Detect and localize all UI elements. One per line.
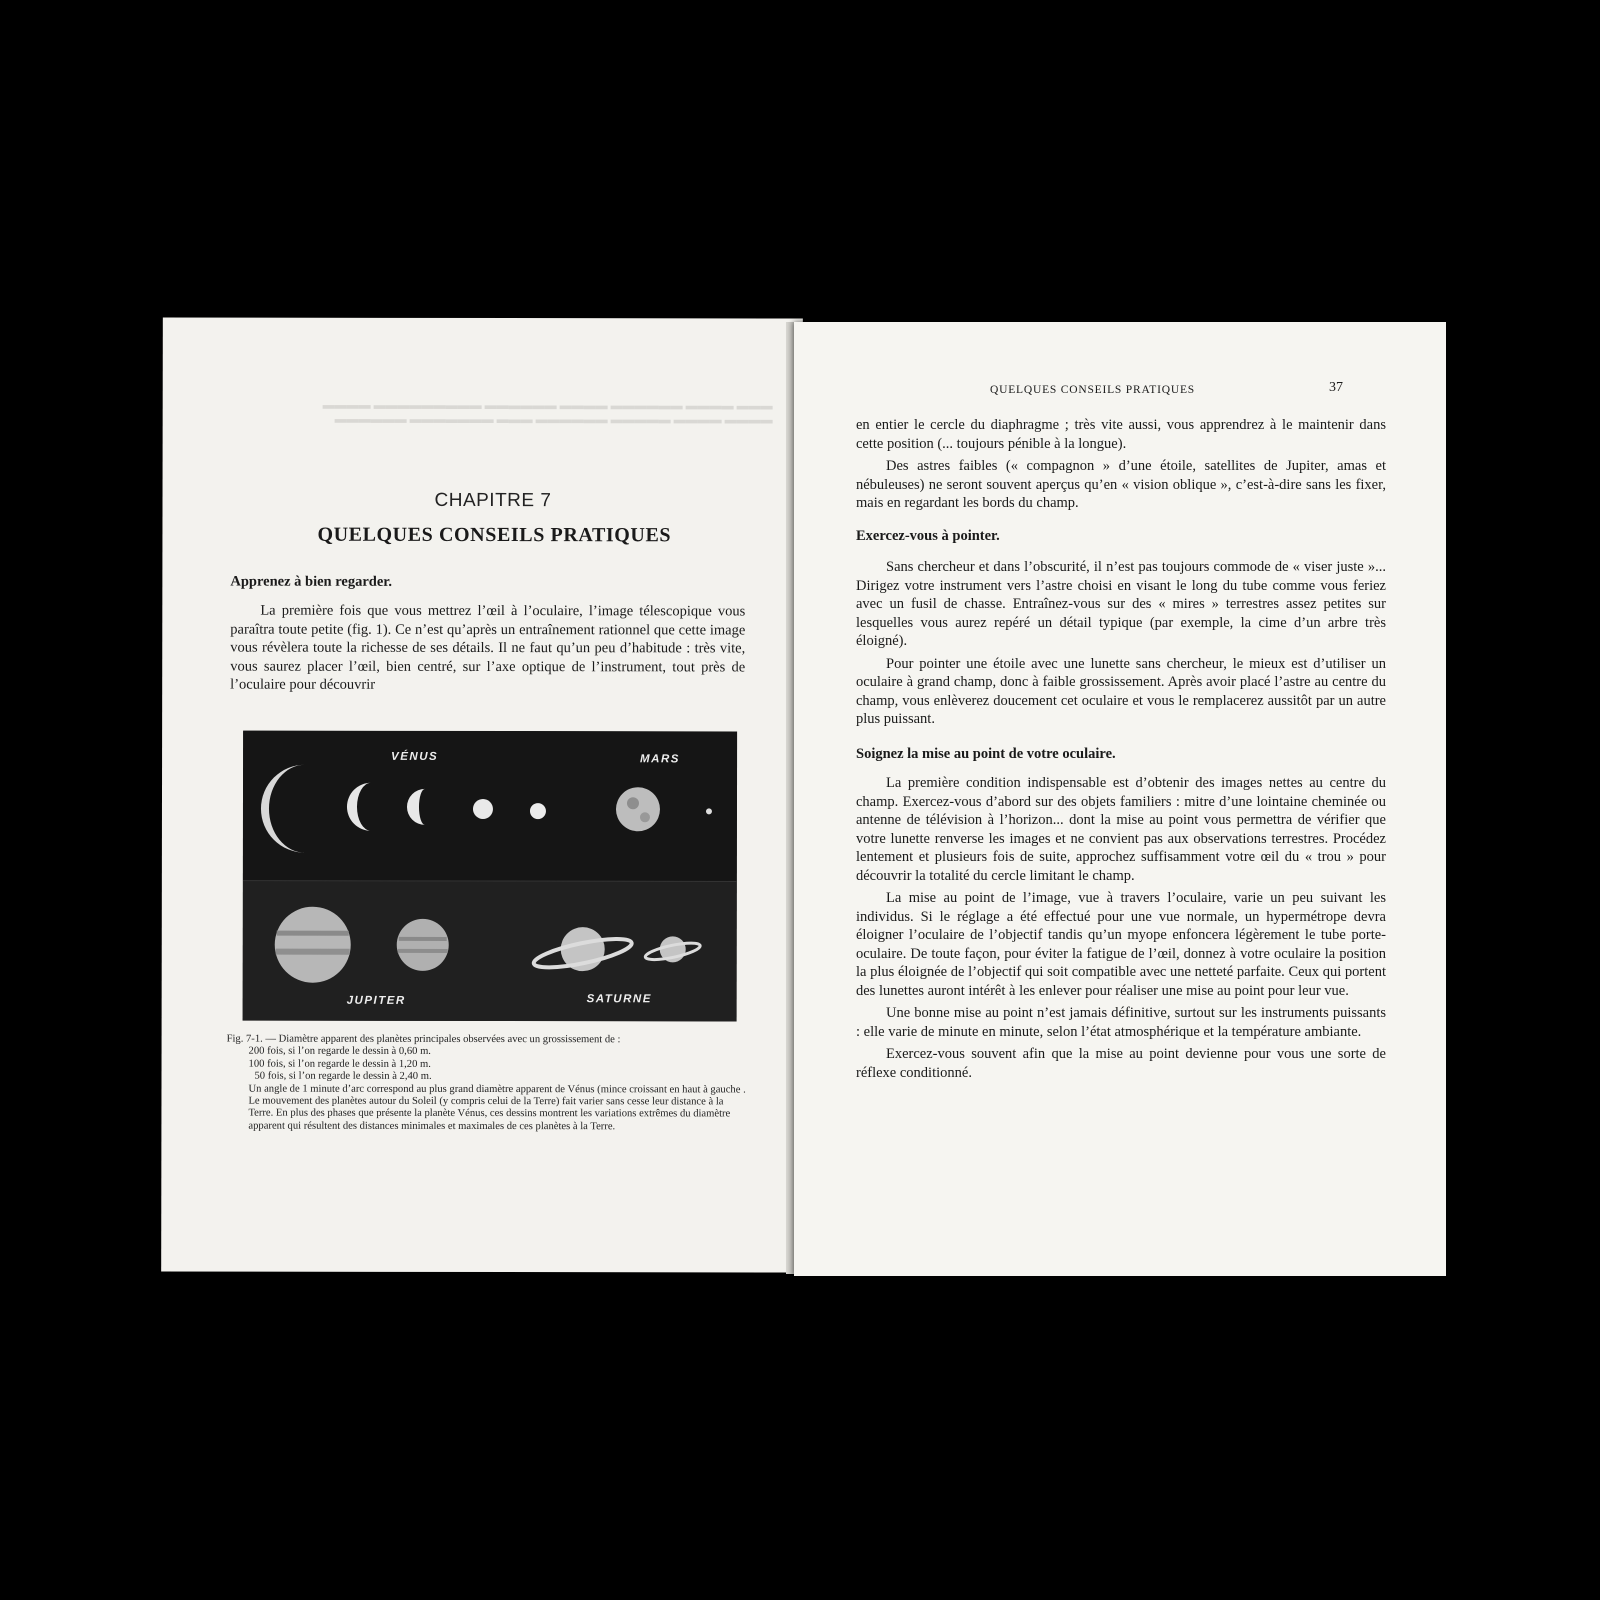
- paragraph-text: Pour pointer une étoile avec une lunette sans chercheur, le mieux est d’utiliser un oculaire à grand champ, donc à faible grossissement. Après avoir placé l’astre au centre du champ, vous enlèverez doucement cet oculaire et vous le remplacerez aussitôt par un autre plus puissant.: [856, 655, 1386, 727]
- venus-gibbous-icon: [473, 799, 493, 819]
- paragraph-text: Exercez-vous souvent afin que la mise au point devienne pour vous une sorte de réflexe conditionné.: [856, 1046, 1386, 1081]
- planets-illustration: [243, 731, 738, 1022]
- jupiter-large-icon: [275, 907, 351, 983]
- caption-line: 200 fois, si l’on regarde le dessin à 0,60 m.: [248, 1045, 431, 1058]
- caption-line: Fig. 7-1. — Diamètre apparent des planètes principales observées avec un grossissement de :: [226, 1033, 621, 1046]
- caption-line: Un angle de 1 minute d’arc correspond au plus grand diamètre apparent de Vénus (mince croissant en haut à gauche .: [248, 1083, 746, 1096]
- right-body-bottom: [856, 774, 1386, 1082]
- running-head: QUELQUES CONSEILS PRATIQUES: [990, 384, 1195, 396]
- jupiter-small-icon: [397, 919, 449, 971]
- paragraph-text: La première condition indispensable est d’obtenir des images nettes au centre du champ. Exercez-vous d’abord sur des objets familiers : mitre d’une lointaine cheminée ou antenne de télévision à l’horizon... dont la mise au point vous permettra de vérifier que votre lunette renverse les images et ne convient pas aux observations terrestres. Procédez lentement et plusieurs fois de suite, approchez suffisamment votre œil du « trou » pour découvrir la totalité du cercle limitant le champ.: [856, 775, 1386, 884]
- left-page: [161, 317, 803, 1272]
- planets-figure: [243, 731, 738, 1022]
- figure-caption: [226, 1034, 746, 1134]
- mars-label: MARS: [640, 753, 680, 766]
- page-number: 37: [1329, 380, 1343, 395]
- show-through-text: ▬▬▬ ▬▬▬▬ ▬▬▬▬▬▬ ▬▬▬▬ ▬▬▬▬▬▬ ▬▬▬▬▬▬▬▬▬ ▬▬▬▬ ▬▬▬▬ ▬▬▬▬ ▬▬▬▬▬ ▬▬▬▬▬▬ ▬▬▬ ▬▬▬▬▬▬▬ ▬▬▬▬▬▬: [322, 397, 773, 427]
- paragraph-text: Des astres faibles (« compagnon » d’une étoile, satellites de Jupiter, amas et nébuleuses) ne seront souvent aperçus qu’en « vision oblique », c’est-à-dire sans les fixer, mais en regardant les bords du champ.: [856, 458, 1386, 511]
- mars-large-icon: [616, 787, 660, 831]
- section-heading: Soignez la mise au point de votre oculaire.: [856, 746, 1116, 762]
- jupiter-label: JUPITER: [346, 994, 406, 1007]
- section-heading: Apprenez à bien regarder.: [230, 573, 393, 590]
- mars-small-icon: [706, 808, 712, 814]
- paragraph: [230, 602, 745, 695]
- paragraph-text: La mise au point de l’image, vue à travers l’oculaire, varie un peu suivant les individus. Si le réglage a été effectué pour une vue normale, un hypermétrope devra éloigner l’oculaire de l’objectif tandis qu’un myope enfoncera légèrement le tube porte-oculaire. De toute façon, pour éviter la fatigue de l’œil, donnez à votre oculaire la position la plus éloignée de l’objectif qui soit compatible avec une netteté parfaite. Ceux qui portent des lunettes auront intérêt à les enlever pour réaliser une mise au point pour leur vue.: [856, 890, 1386, 999]
- paragraph-text: Une bonne mise au point n’est jamais définitive, surtout sur les instruments puissants : elle varie de minute en minute, selon l’état atmosphérique et la température ambiante.: [856, 1005, 1386, 1040]
- paragraph-text: Sans chercheur et dans l’obscurité, il n’est pas toujours commode de « viser juste »... Dirigez votre instrument vers l’astre choisi en visant le long du tube comme vous feriez avec un fusil de chasse. Entraînez-vous sur des « mires » terrestres assez petites sur lesquelles vous aurez repéré un détail typique (par exemple, la cime d’un arbre très éloigné).: [856, 559, 1386, 649]
- right-page: [794, 322, 1446, 1276]
- section-heading: Exercez-vous à pointer.: [856, 528, 1000, 544]
- caption-line: 100 fois, si l’on regarde le dessin à 1,20 m.: [248, 1058, 431, 1070]
- saturne-label: SATURNE: [586, 993, 652, 1006]
- paragraph-text: La première fois que vous mettrez l’œil à l’oculaire, l’image télescopique vous paraîtra toute petite (fig. 1). Ce n’est qu’après un entraînement rationnel que cette image vous révèlera toute la richesse de ses détails. Il ne faut qu’un peu d’habitude : très vite, vous saurez placer l’œil, bien centré, sur l’axe optique de l’instrument, tout près de l’oculaire pour découvrir: [230, 602, 746, 693]
- right-body-middle: [856, 558, 1386, 729]
- paragraph-text: en entier le cercle du diaphragme ; très vite aussi, vous apprendrez à le maintenir dans cette position (... toujours pénible à la longue).: [856, 417, 1386, 452]
- caption-line: 50 fois, si l’on regarde le dessin à 2,40 m.: [254, 1070, 432, 1083]
- chapter-label: CHAPITRE 7: [434, 489, 552, 512]
- right-body-top: [856, 416, 1386, 513]
- venus-full-icon: [530, 803, 546, 819]
- caption-line: Le mouvement des planètes autour du Soleil (y compris celui de la Terre) fait varier sans cesse leur distance à la Terre. En plus des phases que présente la planète Vénus, ces dessins montrent les variations extrêmes du diamètre apparent qui résultent des distances minimales et maximales de ces planètes à la Terre.: [248, 1095, 731, 1133]
- chapter-title: QUELQUES CONSEILS PRATIQUES: [317, 523, 672, 547]
- venus-label: VÉNUS: [391, 750, 439, 763]
